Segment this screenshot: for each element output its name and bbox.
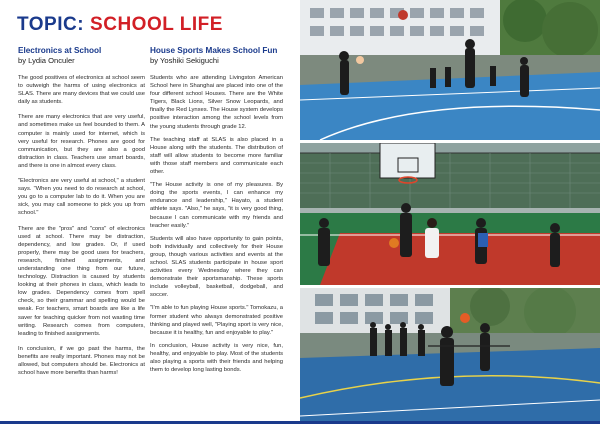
topic-title: SCHOOL LIFE [90,14,223,35]
article-byline: by Lydia Onculer [18,56,75,65]
article-heading: House Sports Makes School Fun [150,46,278,55]
article-paragraph: Students who are attending Livingston American School here in Shanghai are placed into one of the four different school Houses. There are the White Tigers, Black Lions, Silver Snow Leopards, and finally the Red Lynxes. The House system develops positive interaction among the school levels from the young students through grade 12. [150,75,283,130]
article-paragraph: The teaching staff at SLAS is also placed in a House along with the students. The distribution of staff will allow students to become more familiar with those staff members and communicate each other. [150,136,283,176]
article-paragraph: "I'm able to fun playing House sports." Tomokazu, a former student who always demonstrated positive thinking and played well, "Playing sport is very nice, because it is healthy, fun and enjoyable to play." [150,305,283,336]
page-title [17,14,223,36]
article-paragraph: There are many electronics that are very useful, and sometimes make us feel bounded to them. A computer is mainly used for internet, which is very useful for research. Phones are good for communication, but they are also a good distraction in class. Teachers use smart boards, and there is one in almost every class. [18,114,145,169]
article-paragraph: The good positives of electronics at school seem to outweigh the harms of using electronics at SLAS. There are many devices that we could use daily as students. [18,75,145,106]
photo-volleyball-game [300,288,600,424]
photo-outdoor-court [300,0,600,140]
article-electronics [18,46,145,384]
article-house-sports [150,46,283,379]
article-paragraph: There are the "pros" and "cons" of electronics used at school. There may be distraction, dependency, and low grades. Or, if used properly, there may be good uses for teachers, research, finished assignments, and understanding one thing from our future, technology. Distraction is caused by students looking at their phones in class, which leads to low grades. Dependency comes from spell check, so their grammar and spelling would be weak. For teachers, smart boards are like a life saver for teaching quicker from not wasting time writing. Research comes from computers, leading to finished assignments. [18,225,145,337]
article-paragraph: In conclusion, House activity is very nice, fun, healthy, and enjoyable to play. Most of the students also playing a sports with their friends and helping them to develop long lasting bonds. [150,342,283,374]
article-paragraph: "The House activity is one of my pleasures. By doing the sports events, I can enhance my endurance and leadership," Hayato, a student athlete says. "Also," he says, "it is very good thing, because I can communicate with my friends and teacher easily." [150,182,283,229]
photo-basketball-game [300,143,600,285]
article-byline: by Yoshiki Sekiguchi [150,56,219,65]
photo-column [300,0,600,424]
article-paragraph: In conclusion, if we go past the harms, the benefits are really important. Phones may not be allowed, but computers should be. Electronics at school have more benefits than harms! [18,345,145,377]
article-paragraph: "Electronics are very useful at school," a student says. "When you need to do research at school, you go to a computer lab to do it. When you are sick, you may call someone to pick you up from school." [18,178,145,217]
article-heading: Electronics at School [18,46,102,55]
topic-label: TOPIC: [17,14,85,35]
article-paragraph: Students will also have opportunity to gain points, both individually and collectively for their House group, though various activities and events at the school. SLAS students participate in house sport activities every Wednesday where they can demonstrate their sportsmanship. These sports include volleyball, basketball, dodgeball, and soccer. [150,235,283,299]
